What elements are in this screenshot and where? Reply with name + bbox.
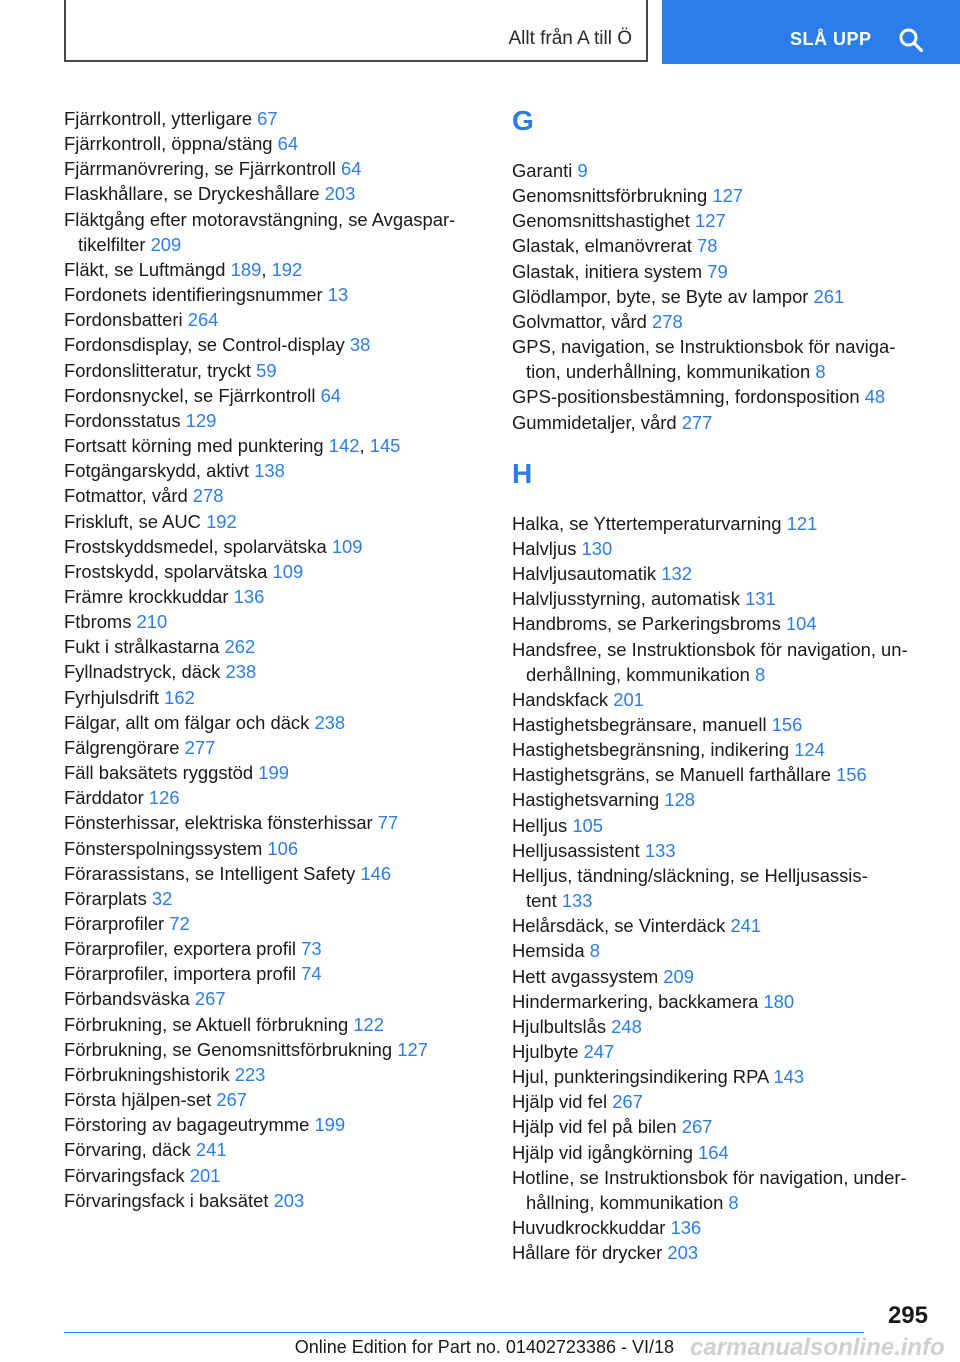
page-reference-link[interactable]: 143 <box>773 1066 805 1088</box>
index-entry-text: Fläkt, se Luftmängd <box>64 258 226 280</box>
index-entry <box>512 838 932 863</box>
index-entry-text: Fönsterspolningssystem <box>64 837 263 859</box>
page-reference-link[interactable]: 146 <box>360 862 392 884</box>
index-entry-text: tent <box>526 890 557 912</box>
page-reference-link[interactable]: 133 <box>561 890 593 912</box>
page-reference-link[interactable]: 267 <box>612 1091 643 1113</box>
page-reference-link[interactable]: 79 <box>707 260 728 282</box>
index-entry-text: Gummidetaljer, vård <box>512 411 677 433</box>
index-entry <box>512 511 932 536</box>
index-entry-text: Hjälp vid igångkörning <box>512 1141 693 1163</box>
page-reference-link[interactable]: 201 <box>189 1164 221 1186</box>
page-reference-link[interactable]: 72 <box>169 913 190 934</box>
index-entry <box>512 1014 932 1039</box>
index-entry <box>64 785 484 810</box>
index-entry-text: Förarprofiler, exportera profil <box>64 938 297 960</box>
index-entry-text: Glödlampor, byte, se Byte av lampor <box>512 285 809 307</box>
index-entry-text: Förbandsväska <box>64 988 190 1010</box>
index-entry <box>64 207 484 232</box>
index-entry-text: Friskluft, se AUC <box>64 510 201 532</box>
index-entry-text: Ftbroms <box>64 611 132 633</box>
index-entry <box>512 938 932 963</box>
page-reference-link[interactable]: 223 <box>234 1063 266 1085</box>
index-entry <box>512 284 932 309</box>
index-entry <box>64 181 484 206</box>
index-entry <box>512 561 932 586</box>
page-reference-link[interactable]: 73 <box>301 938 322 960</box>
index-entry <box>64 936 484 961</box>
index-entry <box>64 659 484 684</box>
page-reference-link[interactable]: 129 <box>185 409 217 431</box>
page-reference-link[interactable]: 199 <box>314 1114 346 1136</box>
index-entry-text: Hastighetsbegränsning, indikering <box>512 739 790 761</box>
index-entry-text: Fordonsnyckel, se Fjärrkontroll <box>64 384 316 406</box>
page-reference-link[interactable]: 124 <box>794 739 825 761</box>
page-reference-link[interactable]: 136 <box>670 1217 702 1239</box>
index-entry-text: Hemsida <box>512 940 585 962</box>
page-reference-link[interactable]: 209 <box>663 965 694 987</box>
index-entry-text: Halvljusautomatik <box>512 563 657 585</box>
index-entry <box>64 1112 484 1137</box>
page-reference-link[interactable]: 267 <box>216 1089 248 1111</box>
index-entry <box>64 886 484 911</box>
index-entry-text: Färddator <box>64 787 144 809</box>
page-reference-link[interactable]: 64 <box>320 384 342 406</box>
index-entry-continuation <box>512 359 932 384</box>
page-reference-link[interactable]: 199 <box>258 762 289 784</box>
page-reference-link[interactable]: 127 <box>397 1038 428 1060</box>
index-entry <box>64 1012 484 1037</box>
index-entry-text: Förbrukning, se Genomsnittsförbrukning <box>64 1038 393 1060</box>
index-entry-text: Handsfree, se Instruktionsbok för navigation, un- <box>512 638 908 660</box>
index-entry-continuation <box>512 888 932 913</box>
index-entry-text: Fälgrengörare <box>64 736 180 758</box>
page-reference-link[interactable]: 38 <box>349 334 371 356</box>
page-reference-link[interactable]: 192 <box>206 510 237 532</box>
page-reference-link[interactable]: 59 <box>256 359 277 381</box>
page-reference-link[interactable]: 238 <box>314 711 346 733</box>
index-entry-text: Fjärrkontroll, öppna/stäng <box>64 133 273 155</box>
index-entry-text: Fordonets identifieringsnummer <box>64 284 323 306</box>
index-entry-text: Fotgängarskydd, aktivt <box>64 460 250 482</box>
index-entry-text: Fäll baksätets ryggstöd <box>64 762 254 784</box>
index-entry <box>512 712 932 737</box>
page-reference-link[interactable]: 132 <box>661 563 692 585</box>
page-reference-link[interactable]: 109 <box>272 560 304 582</box>
index-entry <box>512 1140 932 1165</box>
index-entry <box>64 1062 484 1087</box>
index-entry-text: Halvljus <box>512 537 577 559</box>
index-entry-continuation <box>64 232 484 257</box>
index-entry <box>64 156 484 181</box>
index-entry-text: GPS, navigation, se Instruktionsbok för naviga- <box>512 336 896 358</box>
index-entry-text: tion, underhållning, kommunikation <box>526 361 811 383</box>
letter-heading: G <box>512 105 534 136</box>
index-entry <box>64 358 484 383</box>
index-entry-text: Förvaringsfack i baksätet <box>64 1189 269 1211</box>
index-entry <box>512 183 932 208</box>
index-entry <box>64 609 484 634</box>
index-entry <box>512 384 932 409</box>
index-entry <box>512 762 932 787</box>
index-entry <box>512 1064 932 1089</box>
index-entry <box>512 410 932 435</box>
index-entry <box>64 307 484 332</box>
index-entry-text: Hastighetsvarning <box>512 789 660 811</box>
page-reference-link[interactable]: 210 <box>136 611 168 633</box>
index-entry-text: Helljus, tändning/släckning, se Helljusassis- <box>512 864 868 886</box>
index-entry-text: Hjul, punkteringsindikering RPA <box>512 1066 769 1088</box>
index-entry-text: Hett avgassystem <box>512 965 659 987</box>
index-entry <box>512 208 932 233</box>
footer-divider <box>64 1332 864 1333</box>
index-entry <box>64 131 484 156</box>
index-entry-text: Fönsterhissar, elektriska fönsterhissar <box>64 812 373 834</box>
index-entry-continuation <box>512 1190 932 1215</box>
index-entry <box>512 1089 932 1114</box>
page-number: 295 <box>887 1302 928 1329</box>
index-entry <box>64 735 484 760</box>
page-reference-link[interactable]: 241 <box>195 1139 227 1161</box>
page-reference-link[interactable]: 67 <box>257 108 278 129</box>
index-entry <box>64 383 484 408</box>
page-reference-link[interactable]: 247 <box>583 1041 615 1062</box>
index-entry-text: Fordonsdisplay, se Control-display <box>64 334 345 356</box>
page-reference-link[interactable]: 127 <box>695 210 726 232</box>
page-reference-link[interactable]: 209 <box>150 233 182 255</box>
index-entry-text: Förbrukningshistorik <box>64 1063 230 1085</box>
index-entry <box>512 989 932 1014</box>
page-reference-link[interactable]: 48 <box>864 386 886 408</box>
index-entry-text: Glastak, elmanövrerat <box>512 235 692 257</box>
page-reference-link[interactable]: 8 <box>815 361 826 383</box>
index-column-right <box>512 106 932 1265</box>
page-reference-link[interactable]: 106 <box>267 837 299 859</box>
index-entry-text: Fälgar, allt om fälgar och däck <box>64 711 310 733</box>
index-entry <box>512 586 932 611</box>
page-reference-link[interactable]: 130 <box>581 537 613 559</box>
index-entry <box>64 282 484 307</box>
index-entry-text: Hjulbultslås <box>512 1015 607 1037</box>
index-entry <box>64 509 484 534</box>
index-entry-text: Förvaringsfack <box>64 1164 185 1186</box>
index-entry <box>512 1114 932 1139</box>
index-entry-text: Fukt i strålkastarna <box>64 636 220 658</box>
index-entry <box>512 611 932 636</box>
index-entry-text: Glastak, initiera system <box>512 260 703 282</box>
page-reference-link[interactable]: 8 <box>728 1191 739 1213</box>
page-reference-link[interactable]: 201 <box>613 688 644 710</box>
page-reference-link[interactable]: 267 <box>194 988 226 1010</box>
index-entry <box>64 1163 484 1188</box>
index-entry-text: Handbroms, se Parkeringsbroms <box>512 613 781 635</box>
index-entry <box>512 637 932 662</box>
index-entry <box>64 810 484 835</box>
page-reference-link[interactable]: 162 <box>164 686 195 708</box>
index-entry-text: Första hjälpen-set <box>64 1089 212 1111</box>
index-entry <box>512 1240 932 1265</box>
index-entry-text: hållning, kommunikation <box>526 1191 724 1213</box>
search-icon <box>898 27 924 53</box>
index-entry <box>64 961 484 986</box>
page-reference-link[interactable]: 9 <box>577 160 588 181</box>
index-entry-text: Halvljusstyrning, automatisk <box>512 588 740 610</box>
index-entry <box>512 1165 932 1190</box>
index-entry-text: Förstoring av bagageutrymme <box>64 1114 310 1136</box>
page-reference-link[interactable]: 278 <box>192 485 224 507</box>
index-entry <box>64 710 484 735</box>
page-reference-link[interactable]: 121 <box>786 512 818 534</box>
index-entry-text: Huvudkrockkuddar <box>512 1217 666 1239</box>
page-reference-link[interactable]: 32 <box>151 887 173 909</box>
page-reference-link[interactable]: 126 <box>148 787 180 809</box>
index-entry <box>512 687 932 712</box>
page-reference-link[interactable]: 203 <box>667 1242 699 1264</box>
page-reference-link[interactable]: 241 <box>730 915 762 937</box>
page-reference-link[interactable]: 261 <box>813 285 845 307</box>
page-reference-link[interactable]: 192 <box>271 258 303 280</box>
index-entry <box>512 1039 932 1064</box>
index-entry-text: Genomsnittshastighet <box>512 210 690 232</box>
page-reference-link[interactable]: 156 <box>771 713 803 735</box>
index-entry <box>512 334 932 359</box>
index-entry-text: Förarplats <box>64 887 147 909</box>
index-entry-text: Förvaring, däck <box>64 1139 191 1161</box>
page-reference-link[interactable]: 77 <box>377 812 399 834</box>
index-entry-text: Förbrukning, se Aktuell förbrukning <box>64 1013 349 1035</box>
page-reference-link[interactable]: 262 <box>224 636 256 658</box>
page-reference-link[interactable]: 203 <box>324 183 356 205</box>
page-reference-link[interactable]: 248 <box>611 1015 642 1037</box>
page-reference-link[interactable]: 133 <box>644 839 676 861</box>
page-reference-link[interactable]: 156 <box>836 764 867 786</box>
page-reference-link[interactable]: 164 <box>698 1141 729 1163</box>
index-entry: Fläkt, se Luftmängd 189, 192 <box>64 258 303 280</box>
page-reference-link[interactable]: 189 <box>230 258 262 280</box>
index-entry-text: Hastighetsgräns, se Manuell farthållare <box>512 764 831 786</box>
search-button-label: SLÅ UPP <box>790 29 872 49</box>
page-reference-link[interactable]: 238 <box>225 661 257 683</box>
index-entry <box>512 158 932 183</box>
page-reference-link[interactable]: 8 <box>755 663 766 685</box>
index-entry-text: Förarassistans, se Intelligent Safety <box>64 862 356 884</box>
top-navigation <box>0 0 960 66</box>
page-reference-link[interactable]: 109 <box>331 535 363 557</box>
index-entry <box>64 1087 484 1112</box>
index-entry <box>512 964 932 989</box>
index-entry-text: Frostskydd, spolarvätska <box>64 560 268 582</box>
index-entry <box>64 483 484 508</box>
page-reference-link[interactable]: 267 <box>681 1116 713 1138</box>
index-entry <box>64 332 484 357</box>
index-entry <box>64 458 484 483</box>
page-reference-link[interactable]: 138 <box>254 460 285 482</box>
index-entry-text: Förarprofiler, importera profil <box>64 963 297 985</box>
index-entry-continuation <box>512 662 932 687</box>
index-entry <box>64 911 484 936</box>
page-reference-link[interactable]: 136 <box>233 585 265 607</box>
index-entry <box>64 861 484 886</box>
index-entry <box>64 836 484 861</box>
index-entry <box>64 559 484 584</box>
index-entry-text: Fordonslitteratur, tryckt <box>64 359 252 381</box>
page-reference-link[interactable]: 277 <box>681 411 713 433</box>
page-reference-link[interactable]: 203 <box>273 1189 305 1211</box>
index-entry <box>512 863 932 888</box>
page-reference-link[interactable]: 264 <box>187 309 219 331</box>
index-entry-text: Fyrhjulsdrift <box>64 686 160 708</box>
index-entry-text: Golvmattor, vård <box>512 310 647 332</box>
index-column-left <box>64 106 484 1213</box>
a-to-z-tab[interactable] <box>64 0 648 62</box>
index-entry <box>512 259 932 284</box>
index-entry-text: Helljusassistent <box>512 839 640 861</box>
index-entry <box>64 634 484 659</box>
index-entry-text: Hjälp vid fel på bilen <box>512 1116 677 1138</box>
index-entry <box>512 309 932 334</box>
page-reference-link[interactable]: 74 <box>301 963 322 985</box>
page-reference-link[interactable]: 142 <box>328 435 360 457</box>
page-reference-link[interactable]: 145 <box>369 435 401 457</box>
index-entry-text: Helårsdäck, se Vinterdäck <box>512 915 726 937</box>
edition-text: Online Edition for Part no. 01402723386 - VI/18 <box>294 1337 674 1357</box>
index-entry-text: Genomsnittsförbrukning <box>512 185 708 207</box>
index-entry <box>512 813 932 838</box>
index-entry: Fortsatt körning med punktering 142, 145 <box>64 435 401 457</box>
index-entry-text: Fordonsbatteri <box>64 309 183 331</box>
index-entry <box>64 534 484 559</box>
index-entry-text: Hindermarkering, backkamera <box>512 990 759 1012</box>
index-entry-text: Fotmattor, vård <box>64 485 188 507</box>
index-entry <box>512 233 932 258</box>
page-reference-link[interactable]: 105 <box>572 814 604 836</box>
index-entry <box>64 1037 484 1062</box>
index-entry <box>512 787 932 812</box>
index-entry-text: Fordonsstatus <box>64 409 181 431</box>
page-reference-link[interactable]: 278 <box>652 310 683 332</box>
page-reference-link[interactable]: 128 <box>664 789 696 811</box>
index-entry-text: Fyllnadstryck, däck <box>64 661 221 683</box>
index-entry <box>64 760 484 785</box>
index-entry-text: derhållning, kommunikation <box>526 663 750 685</box>
index-entry-text: Fläktgång efter motoravstängning, se Avgaspar- <box>64 208 456 230</box>
index-entry-text: Frostskyddsmedel, spolarvätska <box>64 535 327 557</box>
index-entry <box>512 913 932 938</box>
index-entry-text: Hjulbyte <box>512 1041 579 1062</box>
index-entry-text: Flaskhållare, se Dryckeshållare <box>64 183 320 205</box>
index-entry-text: Hållare för drycker <box>512 1242 663 1264</box>
page-reference-link[interactable]: 13 <box>327 284 349 306</box>
page-reference-link[interactable]: 104 <box>785 613 817 635</box>
index-entry-text: Hastighetsbegränsare, manuell <box>512 713 767 735</box>
index-entry <box>64 986 484 1011</box>
page-reference-link[interactable]: 78 <box>697 235 718 257</box>
page-reference-link[interactable]: 277 <box>184 736 216 758</box>
a-to-z-tab-label: Allt från A till Ö <box>508 28 632 49</box>
index-entry <box>64 685 484 710</box>
index-entry-text: Hotline, se Instruktionsbok för navigation, under- <box>512 1166 907 1188</box>
index-entry-text: Garanti <box>512 160 573 181</box>
index-entry-text: Helljus <box>512 814 568 836</box>
letter-heading: H <box>512 457 533 489</box>
index-entry-text: GPS-positionsbestämning, fordonsposition <box>512 386 860 408</box>
search-button[interactable] <box>662 0 960 64</box>
watermark: carmanualsonline.info <box>690 1334 945 1361</box>
page-reference-link[interactable]: 131 <box>745 588 776 610</box>
index-entry-text: Fjärrkontroll, ytterligare <box>64 108 253 129</box>
index-entry-text: tikelfilter <box>78 233 146 255</box>
page-reference-link[interactable]: 180 <box>763 990 795 1012</box>
page-reference-link[interactable]: 64 <box>277 133 299 155</box>
index-entry <box>512 737 932 762</box>
index-entry-text: Handskfack <box>512 688 609 710</box>
index-entry-text: Fjärrmanövrering, se Fjärrkontroll <box>64 158 336 180</box>
index-entry-text: Hjälp vid fel <box>512 1091 608 1113</box>
page-reference-link[interactable]: 122 <box>353 1013 384 1035</box>
index-entry-text: Halka, se Yttertemperaturvarning <box>512 512 782 534</box>
index-entry-text: Främre krockkuddar <box>64 585 229 607</box>
index-entry <box>64 408 484 433</box>
index-entry-text: Fortsatt körning med punktering <box>64 435 324 457</box>
page-reference-link[interactable]: 127 <box>712 185 744 207</box>
page-reference-link[interactable]: 64 <box>340 158 362 180</box>
index-entry <box>64 106 484 131</box>
index-entry-text: Förarprofiler <box>64 913 165 934</box>
index-entry <box>64 1137 484 1162</box>
page-reference-link[interactable]: 8 <box>589 940 600 962</box>
index-entry <box>512 1215 932 1240</box>
index-entry <box>64 584 484 609</box>
index-entry <box>512 536 932 561</box>
index-entry <box>64 1188 484 1213</box>
